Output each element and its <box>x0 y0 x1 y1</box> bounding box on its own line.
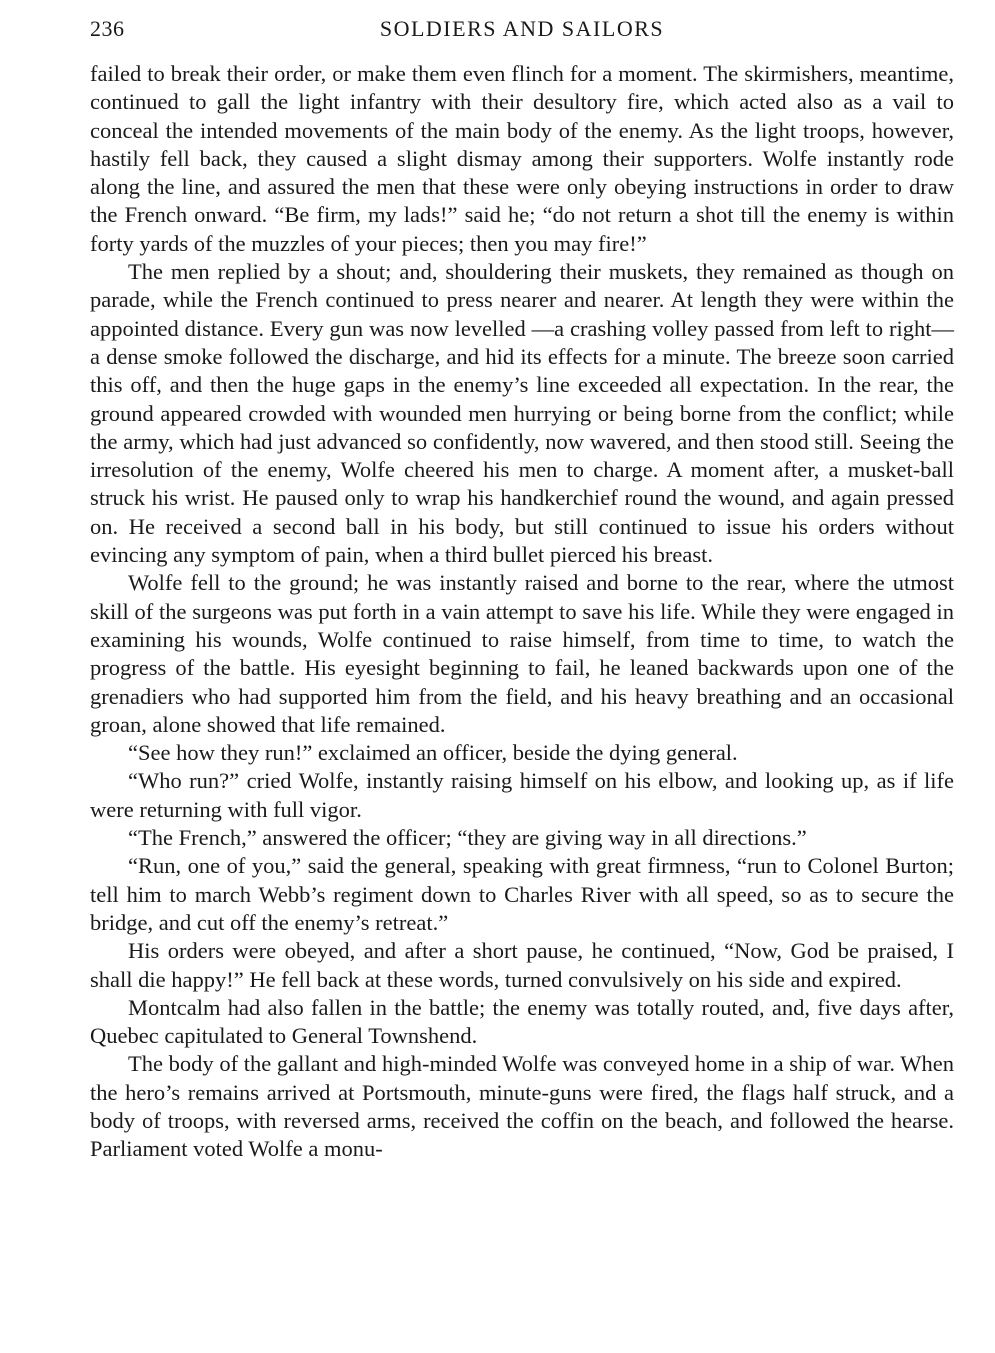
paragraph: “See how they run!” exclaimed an officer, beside the dying general. <box>128 740 738 766</box>
paragraph: “Run, one of you,” said the general, speaking with great firmness, “run to Colonel Burton; tell him to march Webb’s regiment down to Charles River with all speed, so as to secure the bridge, and cut off the enemy’s retreat.” <box>90 853 954 935</box>
paragraph: Montcalm had also fallen in the battle; the enemy was totally routed, and, five days after, Quebec capitulated to General Townshend. <box>90 994 954 1049</box>
paragraph: “Who run?” cried Wolfe, instantly raising himself on his elbow, and looking up, as if life were returning with full vigor. <box>90 768 954 822</box>
paragraph: “The French,” answered the officer; “they are giving way in all directions.” <box>128 825 807 851</box>
running-head: SOLDIERS AND SAILORS <box>379 16 665 41</box>
page-number: 236 <box>90 16 125 41</box>
paragraph: His orders were obeyed, and after a short pause, he continued, “Now, God be praised, I shall die happy!” He fell back at these words, turned convulsively on his side and expired. <box>90 938 954 992</box>
body-text <box>90 60 954 1164</box>
paragraph: failed to break their order, or make them even flinch for a moment. The skirmishers, meantime, continued to gall the light infantry with their desultory fire, which acted also as a vail to conceal the intended movements of the main body of the enemy. As the light troops, however, hastily fell back, they caused a slight dismay among their supporters. Wolfe instantly rode along the line, and assured the men that these were only obeying instructions in order to draw the French onward. “Be firm, my lads!” said he; “do not return a shot till the enemy is within forty yards of the muzzles of your pieces; then you may fire!” <box>90 61 954 256</box>
paragraph: The men replied by a shout; and, shouldering their muskets, they remained as though on parade, while the French continued to press nearer and nearer. At length they were within the appointed distance. Every gun was now levelled —a crashing volley passed from left to right—a dense smoke followed the discharge, and hid its effects for a minute. The breeze soon carried this off, and then the huge gaps in the enemy’s line exceeded all expectation. In the rear, the ground appeared crowded with wounded men hurrying or being borne from the conflict; while the army, which had just advanced so confidently, now wavered, and then stood still. Seeing the irresolution of the enemy, Wolfe cheered his men to charge. A moment after, a musket-ball struck his wrist. He paused only to wrap his handkerchief round the wound, and again pressed on. He received a second ball in his body, but still continued to issue his orders without evincing any symptom of pain, when a third bullet pierced his breast. <box>90 259 954 568</box>
paragraph: The body of the gallant and high-minded Wolfe was conveyed home in a ship of war. When the hero’s remains arrived at Portsmouth, minute-guns were fired, the flags half struck, and a body of troops, with reversed arms, received the coffin on the beach, and followed the hearse. Parliament voted Wolfe a monu- <box>90 1051 954 1162</box>
paragraph: Wolfe fell to the ground; he was instantly raised and borne to the rear, where the utmost skill of the surgeons was put forth in a vain attempt to save his life. While they were engaged in examining his wounds, Wolfe continued to raise himself, from time to time, to watch the progress of the battle. His eyesight beginning to fail, he leaned backwards upon one of the grenadiers who had supported him from the field, and his heavy breathing and an occasional groan, alone showed that life remained. <box>90 570 954 737</box>
page-header <box>90 16 954 46</box>
